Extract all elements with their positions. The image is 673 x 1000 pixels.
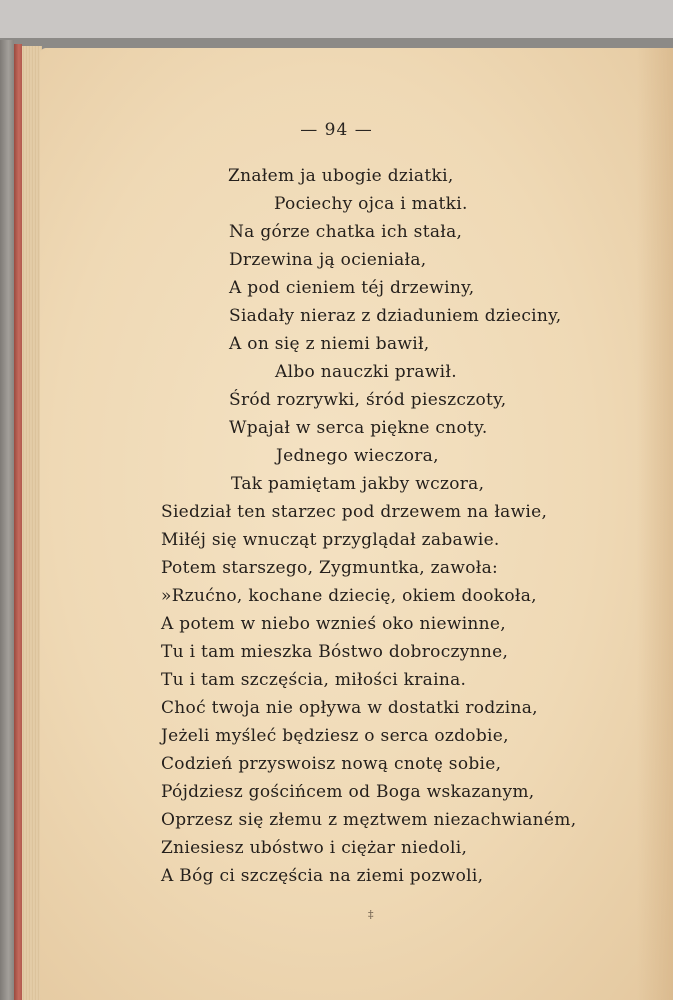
poem-line: Śród rozrywki, śród pieszczoty,	[229, 390, 507, 410]
poem-line: Drzewina ją ocieniała,	[229, 250, 427, 270]
poem-line: Na górze chatka ich stała,	[229, 222, 463, 242]
poem-line: A potem w niebo wznieś oko niewinne,	[161, 614, 506, 634]
poem-line: Codzień przyswoisz nową cnotę sobie,	[161, 754, 502, 774]
poem-line: »Rzućno, kochane dziecię, okiem dookoła,	[161, 586, 537, 606]
poem-line: Pójdziesz gościńcem od Boga wskazanym,	[161, 782, 535, 802]
printer-signature-mark: ‡	[368, 908, 374, 921]
poem-line: Oprzesz się złemu z męztwem niezachwianém,	[161, 810, 577, 830]
poem-line: Tak pamiętam jakby wczora,	[231, 474, 485, 494]
poem-line: A pod cieniem téj drzewiny,	[229, 278, 475, 298]
poem-line: Zniesiesz ubóstwo i ciężar niedoli,	[161, 838, 468, 858]
poem-line: Tu i tam szczęścia, miłości kraina.	[161, 670, 467, 690]
poem-line: Tu i tam mieszka Bóstwo dobroczynne,	[161, 642, 509, 662]
poem-line: Choć twoja nie opływa w dostatki rodzina,	[161, 698, 538, 718]
poem-text	[0, 166, 673, 896]
poem-line: Siedział ten starzec pod drzewem na ławie,	[161, 502, 548, 522]
page-number: — 94 —	[300, 120, 373, 140]
poem-line: A on się z niemi bawił,	[229, 334, 430, 354]
poem-line: Albo nauczki prawił.	[275, 362, 457, 382]
poem-line: Siadały nieraz z dziaduniem dzieciny,	[229, 306, 562, 326]
poem-line: Potem starszego, Zygmuntka, zawoła:	[161, 558, 499, 578]
poem-line: A Bóg ci szczęścia na ziemi pozwoli,	[161, 866, 484, 886]
poem-line: Jeżeli myśleć będziesz o serca ozdobie,	[161, 726, 509, 746]
poem-line: Pociechy ojca i matki.	[274, 194, 468, 214]
poem-line: Miłéj się wnucząt przyglądał zabawie.	[161, 530, 500, 550]
poem-line: Znałem ja ubogie dziatki,	[228, 166, 454, 186]
poem-line: Wpajał w serca piękne cnoty.	[229, 418, 488, 438]
poem-line: Jednego wieczora,	[276, 446, 439, 466]
